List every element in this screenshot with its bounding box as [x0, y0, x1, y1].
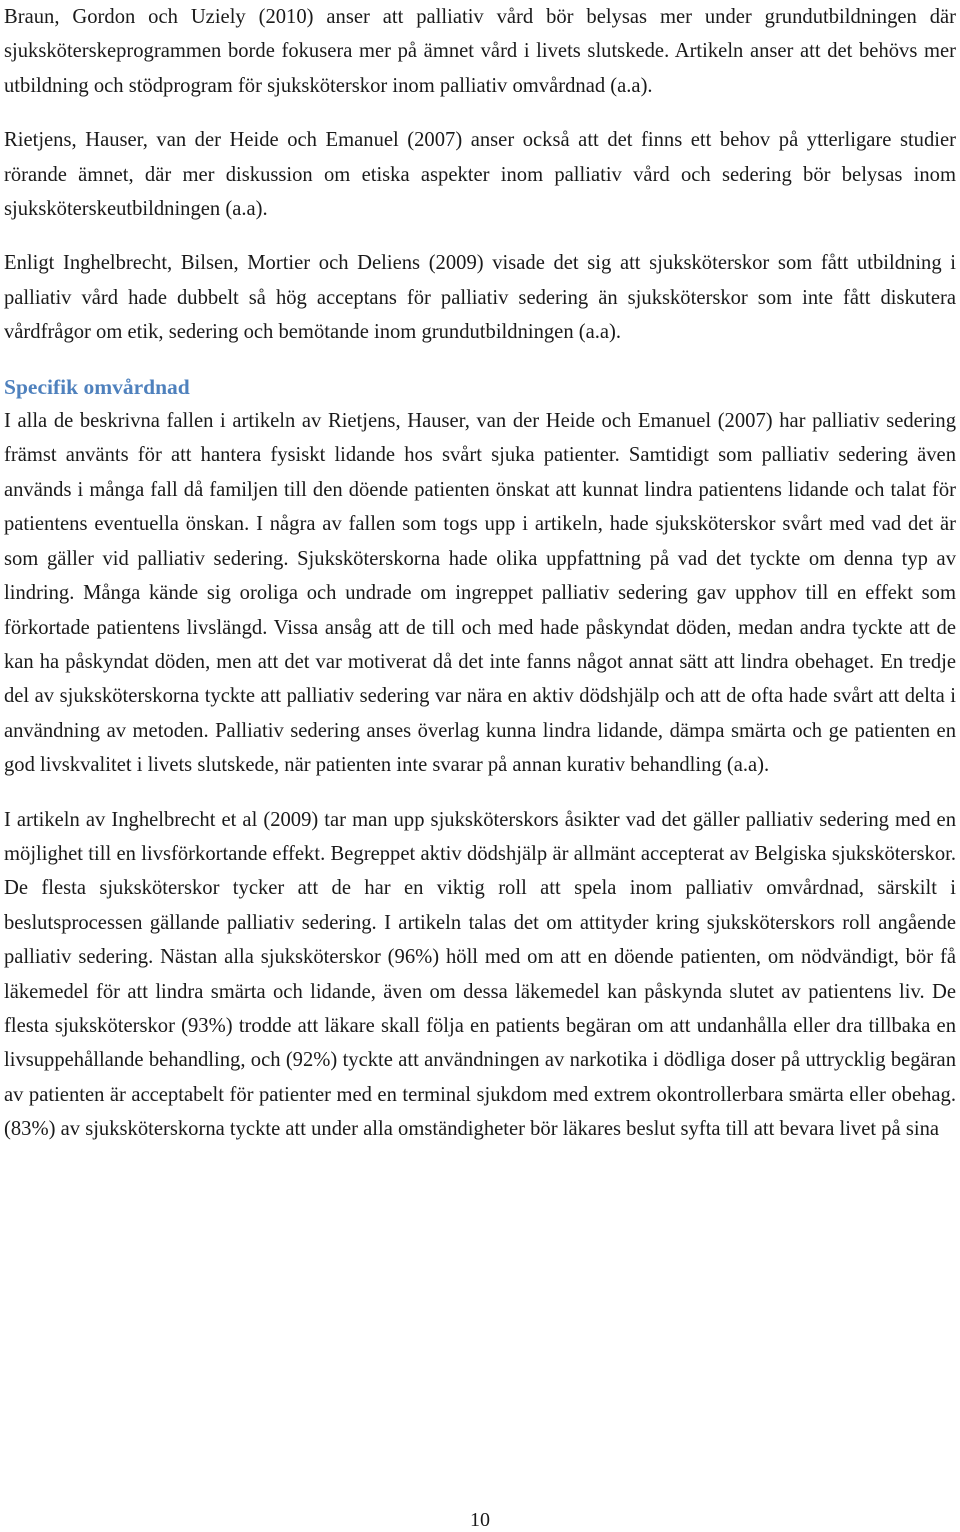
paragraph-braun-gordon-uziely: Braun, Gordon och Uziely (2010) anser att palliativ vård bör belysas mer under grundutbildningen där sjuksköterskeprogrammen borde fokusera mer på ämnet vård i livets slutskede. Artikeln anser att det behövs mer utbildning och stödprogram för sjuksköterskor inom palliativ omvårdnad (a.a).	[4, 6, 956, 97]
page-number: 10	[470, 1509, 490, 1531]
paragraph-inghelbrecht: Enligt Inghelbrecht, Bilsen, Mortier och Deliens (2009) visade det sig att sjuksköterskor som fått utbildning i palliativ vård hade dubbelt så hög acceptans för palliativ sedering än sjuksköterskor som inte fått diskutera vårdfrågor om etik, sedering och bemötande inom grundutbildningen (a.a).	[4, 252, 956, 344]
section-heading: Specifik omvårdnad	[4, 374, 190, 399]
paragraph-inghelbrecht-opinions: I artikeln av Inghelbrecht et al (2009) tar man upp sjuksköterskors åsikter vad det gäller palliativ sedering med en möjlighet till en livsförkortande effekt. Begreppet aktiv dödshjälp är allmänt accepterat av Belgiska sjuksköterskor. De flesta sjuksköterskor tycker att de har en viktig roll att spela inom palliativ omvårdnad, särskilt i beslutsprocessen gällande palliativ sedering. I artikeln talas det om attityder kring sjuksköterskors roll angående palliativ sedering. Nästan alla sjuksköterskor (96%) höll med om att en döende patienten, om nödvändigt, bör få läkemedel för att lindra smärta och lidande, även om dessa läkemedel kan påskynda slutet av patientens liv. De flesta sjuksköterskor (93%) trodde att läkare skall följa en patients begäran om att undanhålla eller dra tillbaka en livsuppehållande behandling, och (92%) tyckte att användningen av narkotika i dödliga doser på uttrycklig begäran av patienten är acceptabelt för patienter med en terminal sjukdom med extrem okontrollerbara smärta eller obehag. (83%) av sjuksköterskorna tyckte att under alla omständigheter bör läkares beslut syfta till att bevara livet på sina	[4, 808, 956, 1141]
document-page	[4, 0, 956, 1147]
paragraph-specific-care: I alla de beskrivna fallen i artikeln av Rietjens, Hauser, van der Heide och Emanuel (2007) har palliativ sedering främst använts för att hantera fysiskt lidande hos svårt sjuka patienter. Samtidigt som palliativ sedering även används i många fall då familjen till den döende patienten önskat att kunnat lindra patientens lidande och talat för patientens eventuella önskan. I några av fallen som togs upp i artikeln, hade sjuksköterskor svårt med vad det är som gäller vid palliativ sedering. Sjuksköterskorna hade olika uppfattning på vad det tyckte om denna typ av lindring. Många kände sig oroliga och undrade om ingreppet palliativ sedering gav upphov till en effekt som förkortade patientens livslängd. Vissa ansåg att de till och med hade påskyndat döden, medan andra tyckte att de kan ha påskyndat döden, men att det var motiverat då det inte fanns något annat sätt att lindra obehaget. En tredje del av sjuksköterskorna tyckte att palliativ sedering var nära en aktiv dödshjälp och att de ofta hade svårt att delta i användning av metoden. Palliativ sedering anses överlag kunna lindra lidande, dämpa smärta och ge patienten en god livskvalitet i livets slutskede, när patienten inte svarar på annan kurativ behandling (a.a).	[4, 410, 956, 777]
paragraph-rietjens: Rietjens, Hauser, van der Heide och Emanuel (2007) anser också att det finns ett behov på ytterligare studier rörande ämnet, där mer diskussion om etiska aspekter inom palliativ vård och sedering bör belysas inom sjuksköterskeutbildningen (a.a).	[4, 129, 956, 221]
